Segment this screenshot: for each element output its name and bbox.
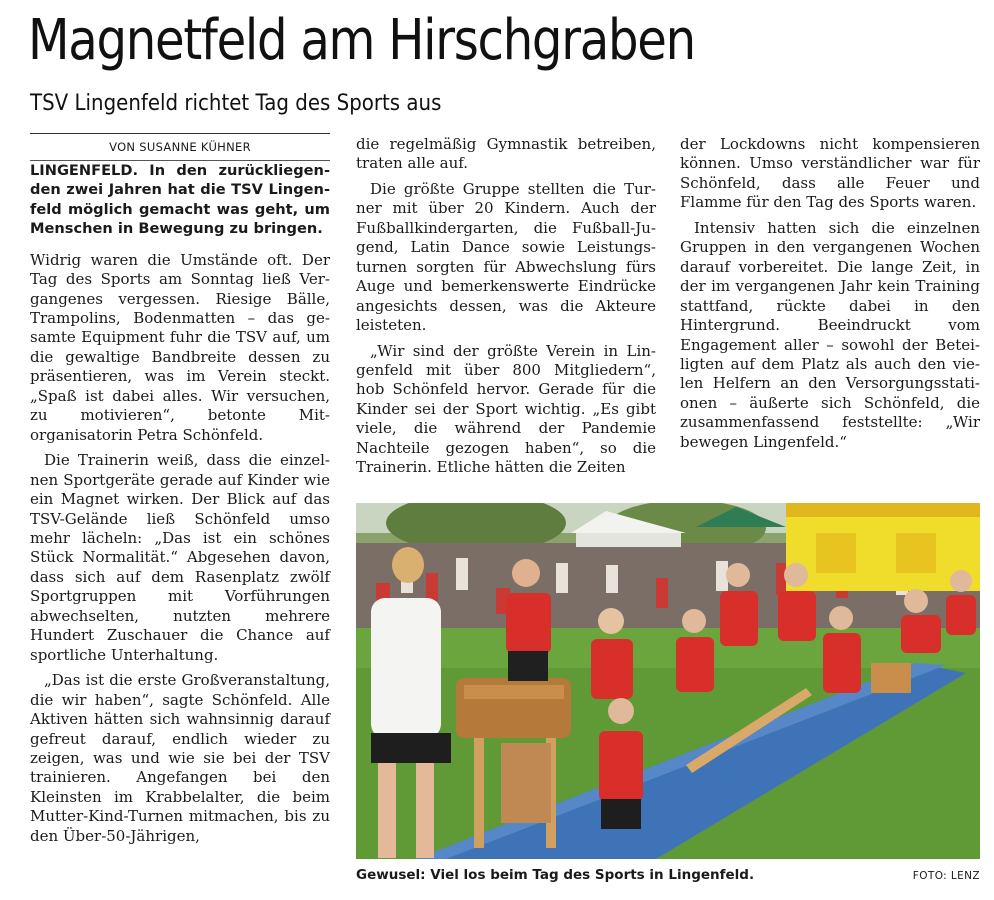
paragraph: „Das ist die erste Großveranstaltung, die wir haben“, sagte Schönfeld. Alle Aktiven hätten sich wahnsinnig darauf gefreut darauf, endlich wieder zu zeigen, was und wie sie bei der TSV trainieren. Angefangen bei den Kleinsten im Krabbelalter, die beim Mutter-Kind-Turnen mitmachen, bis zu den Über-50-Jährigen, <box>30 671 330 845</box>
headline: Magnetfeld am Hirschgraben <box>28 8 695 73</box>
paragraph: die regelmäßig Gymnastik betreiben, traten alle auf. <box>356 135 656 173</box>
article-photo <box>356 503 980 859</box>
article-column-1 <box>30 133 330 846</box>
paragraph: Intensiv hatten sich die einzelnen Gruppen in den vergangenen Wochen darauf vorbereitet. Die lange Zeit, in der im vergangenen Jahr kein Training stattfand, rückte dabei in den Hintergrund. Beeindruckt vom Engagement aller – sowohl der Beteiligten auf dem Platz als auch den vielen Helfern an den Versorgungsstationen – äußerte sich Schönfeld, die zusammenfassend feststellte: „Wir bewegen Lingenfeld.“ <box>680 218 980 451</box>
photo-caption <box>356 866 980 884</box>
article-column-2 <box>356 135 656 478</box>
photo-illustration <box>356 503 980 859</box>
paragraph: „Wir sind der größte Verein in Lingenfeld mit über 800 Mitgliedern“, hob Schönfeld hervor. Gerade für die Kinder sei der Sport wichtig. „Es gibt viele, die während der Pandemie Nachteile gezogen haben“, so die Trainerin. Etliche hätten die Zeiten <box>356 341 656 477</box>
article-column-3 <box>680 135 980 452</box>
article-lead: LINGENFELD. In den zurückliegenden zwei Jahren hat die TSV Lingenfeld möglich gemacht was geht, um Menschen in Bewegung zu bringen. <box>30 162 330 238</box>
caption-text: Gewusel: Viel los beim Tag des Sports in Lingenfeld. <box>356 867 755 883</box>
byline: VON SUSANNE KÜHNER <box>30 134 330 161</box>
paragraph: Die Trainerin weiß, dass die einzelnen Sportgeräte gerade auf Kinder wie ein Magnet wirken. Der Blick auf das TSV-Gelände ließ Schönfeld umso mehr lächeln: „Das ist ein schönes Stück Normalität.“ Abgesehen davon, dass sich auf dem Rasenplatz zwölf Sportgruppen mit Vorführungen abwechselten, nutzten mehrere Hundert Zuschauer die Chance auf sportliche Unterhaltung. <box>30 451 330 664</box>
photo-credit: FOTO: LENZ <box>912 870 980 882</box>
paragraph: Widrig waren die Umstände oft. Der Tag des Sports am Sonntag ließ Vergangenes vergessen. Riesige Bälle, Trampolins, Bodenmatten – das gesamte Equipment fuhr die TSV auf, um die gewaltige Bandbreite dessen zu präsentieren, was im Verein steckt. „Spaß ist dabei alles. Wir versuchen, zu motivieren“, betonte Mitorganisatorin Petra Schönfeld. <box>30 250 330 444</box>
subheadline: TSV Lingenfeld richtet Tag des Sports aus <box>30 91 442 116</box>
paragraph: der Lockdowns nicht kompensieren können. Umso verständlicher war für Schönfeld, dass alle Feuer und Flamme für den Tag des Sports waren. <box>680 135 980 212</box>
paragraph: Die größte Gruppe stellten die Turner mit über 20 Kindern. Auch der Fußballkindergarten, die Fußball-Jugend, Latin Dance sowie Leistungsturnen sorgten für Abwechslung fürs Auge und bemerkenswerte Eindrücke angesichts dessen, was die Akteure leisteten. <box>356 179 656 335</box>
